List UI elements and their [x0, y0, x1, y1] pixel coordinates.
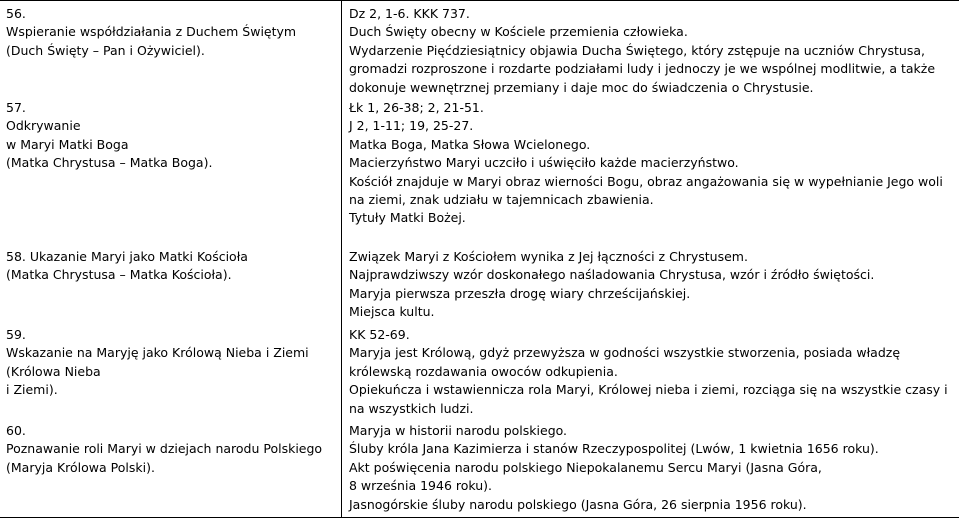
content-line: Wydarzenie Pięćdziesiątnicy objawia Ducha Świętego, który zstępuje na uczniów Chrystusa, — [349, 42, 925, 58]
content-line: gromadzi rozproszone i rozdarte podziałami ludy i jednoczy je we wspólnej modlitwie, a także — [349, 61, 936, 77]
content-line: Matka Boga, Matka Słowa Wcielonego. — [349, 136, 591, 152]
content-line: Jasnogórskie śluby narodu polskiego (Jasna Góra, 26 sierpnia 1956 roku). — [349, 496, 807, 512]
content-line: Śluby króla Jana Kazimierza i stanów Rzeczypospolitej (Lwów, 1 kwietnia 1656 roku). — [349, 441, 879, 457]
content-line: KK 52-69. — [349, 327, 410, 342]
topic-line: (Matka Chrystusa – Matka Boga). — [6, 155, 213, 171]
column-divider — [341, 0, 342, 518]
row-60-topic — [6, 422, 336, 477]
topic-line: Poznawanie roli Maryi w dziejach narodu Polskiego — [6, 441, 323, 457]
topic-line: i Ziemi). — [6, 382, 58, 398]
topic-line: 58. Ukazanie Maryi jako Matki Kościoła — [6, 249, 248, 264]
content-line: Opiekuńcza i wstawiennicza rola Maryi, Królowej nieba i ziemi, rozciąga się na wszystkie czasy i — [349, 382, 948, 398]
row-56-content — [349, 5, 954, 97]
content-line: Najprawdziwszy wzór doskonałego naśladowania Chrystusa, wzór i źródło świętości. — [349, 267, 875, 283]
topic-line: Wskazanie na Maryję jako Królową Nieba i Ziemi — [6, 345, 309, 361]
row-56-topic — [6, 5, 336, 60]
topic-line: w Maryi Matki Boga — [6, 136, 129, 152]
content-line: Duch Święty obecny w Kościele przemienia człowieka. — [349, 24, 688, 40]
content-line: Maryja w historii narodu polskiego. — [349, 423, 568, 438]
content-line: Akt poświęcenia narodu polskiego Niepokalanemu Sercu Maryi (Jasna Góra, — [349, 459, 822, 475]
topic-line: 59. — [6, 327, 26, 342]
row-58-topic — [6, 248, 336, 285]
content-line: na wszystkich ludzi. — [349, 400, 474, 416]
content-line: Łk 1, 26-38; 2, 21-51. — [349, 100, 484, 115]
row-58-content — [349, 248, 954, 322]
content-line: Maryja pierwsza przeszła drogę wiary chrześcijańskiej. — [349, 285, 691, 301]
content-line: Macierzyństwo Maryi uczciło i uświęciło każde macierzyństwo. — [349, 155, 739, 171]
table-top-border — [0, 0, 959, 1]
row-60-content — [349, 422, 954, 514]
content-line: Miejsca kultu. — [349, 304, 435, 320]
content-line: Dz 2, 1-6. KKK 737. — [349, 6, 470, 21]
content-line: królewską rozdawania owoców odkupienia. — [349, 363, 618, 379]
topic-line: 60. — [6, 423, 26, 438]
content-line: Tytuły Matki Bożej. — [349, 210, 466, 226]
topic-line: 57. — [6, 100, 26, 115]
row-59-topic — [6, 326, 336, 400]
topic-line: 56. — [6, 6, 26, 21]
row-59-content — [349, 326, 954, 418]
content-line: Maryja jest Królową, gdyż przewyższa w godności wszystkie stworzenia, posiada władzę — [349, 345, 901, 361]
topic-line: (Maryja Królowa Polski). — [6, 459, 155, 475]
content-line: na ziemi, znak udziału w tajemnicach zbawienia. — [349, 192, 654, 208]
content-line: dokonuje wewnętrznej przemiany i daje moc do świadczenia o Chrystusie. — [349, 79, 814, 95]
content-line: Związek Maryi z Kościołem wynika z Jej łączności z Chrystusem. — [349, 249, 748, 264]
content-line: J 2, 1-11; 19, 25-27. — [349, 118, 474, 134]
topic-line: Wspieranie współdziałania z Duchem Świętym — [6, 24, 297, 40]
row-57-content — [349, 99, 954, 228]
topic-line: (Duch Święty – Pan i Ożywiciel). — [6, 42, 205, 58]
content-line: 8 września 1946 roku). — [349, 478, 493, 494]
topic-line: (Matka Chrystusa – Matka Kościoła). — [6, 267, 232, 283]
content-line: Kościół znajduje w Maryi obraz wierności Bogu, obraz angażowania się w wypełnianie Jego woli — [349, 173, 943, 189]
topic-line: (Królowa Nieba — [6, 363, 101, 379]
row-57-topic — [6, 99, 336, 173]
topic-line: Odkrywanie — [6, 118, 81, 134]
